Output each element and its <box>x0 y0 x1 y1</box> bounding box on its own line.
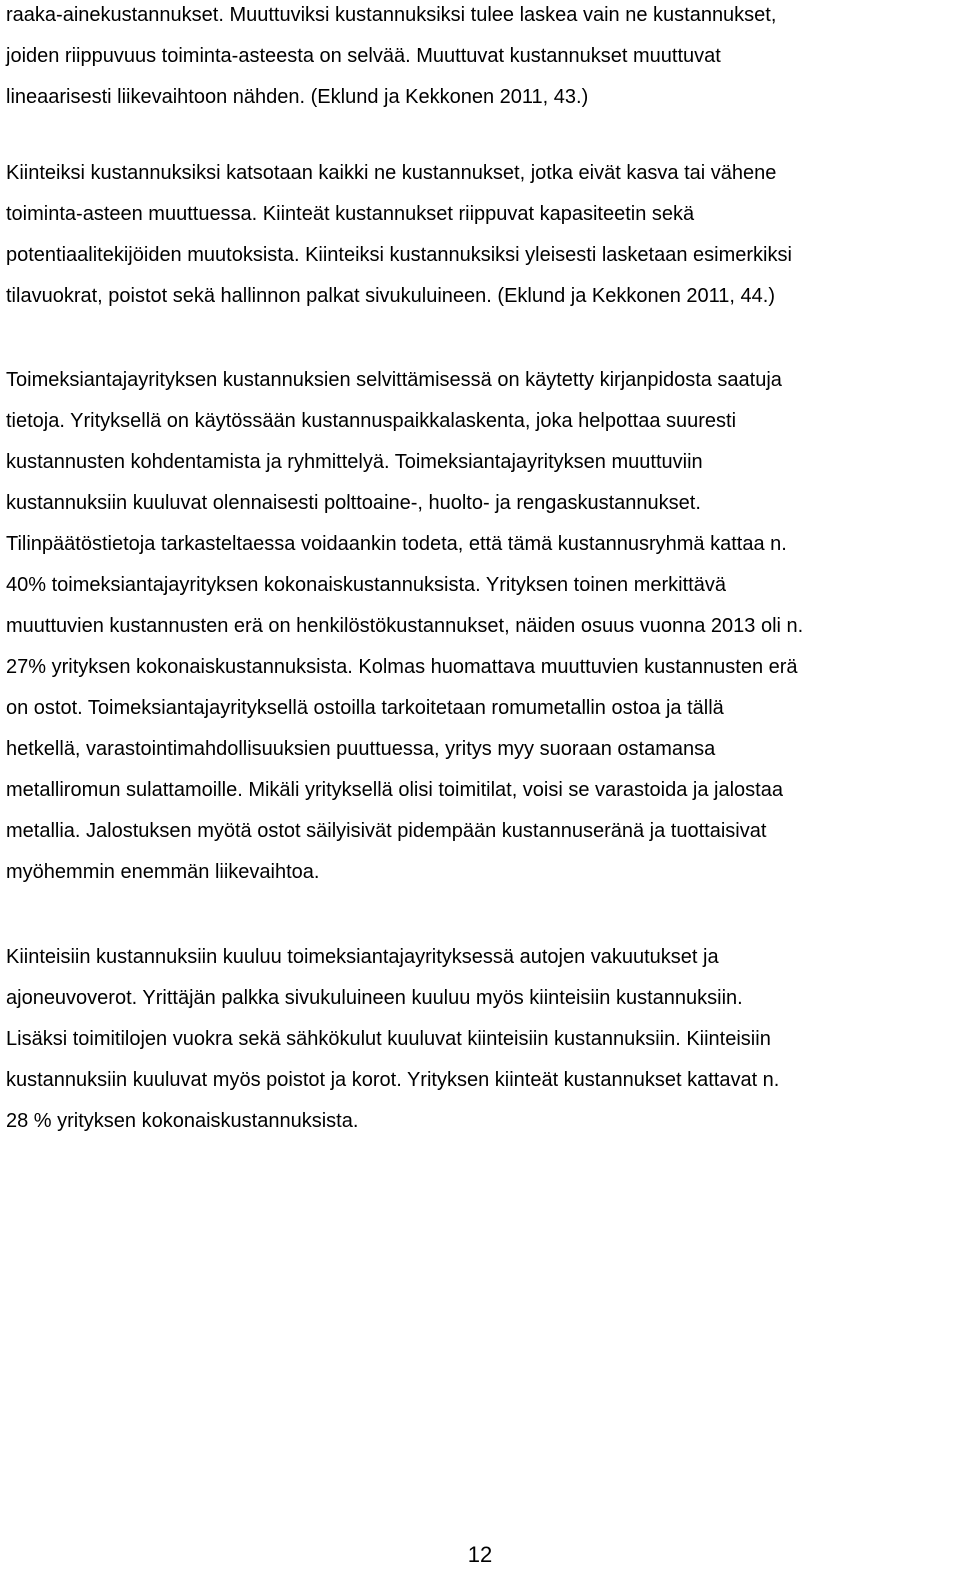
text-line: Toimeksiantajayrityksen kustannuksien selvittämisessä on käytetty kirjanpidosta saatuja <box>6 369 782 391</box>
text-line: metallia. Jalostuksen myötä ostot säilyisivät pidempään kustannuseränä ja tuottaisivat <box>6 820 767 842</box>
text-line: toiminta-asteen muuttuessa. Kiinteät kustannukset riippuvat kapasiteetin sekä <box>6 203 695 225</box>
paragraph-variable-costs-end <box>6 0 956 118</box>
text-line: tietoja. Yrityksellä on käytössään kustannuspaikkalaskenta, joka helpottaa suuresti <box>6 410 737 432</box>
text-line: ajoneuvoverot. Yrittäjän palkka sivukuluineen kuuluu myös kiinteisiin kustannuksiin. <box>6 987 743 1009</box>
text-line: Kiinteiksi kustannuksiksi katsotaan kaikki ne kustannukset, jotka eivät kasva tai vähene <box>6 162 777 184</box>
text-line: Tilinpäätöstietoja tarkasteltaessa voidaankin todeta, että tämä kustannusryhmä kattaa n. <box>6 533 787 555</box>
paragraph-client-fixed-costs <box>6 937 956 1142</box>
text-line: 28 % yrityksen kokonaiskustannuksista. <box>6 1110 359 1132</box>
text-line: Lisäksi toimitilojen vuokra sekä sähkökulut kuuluvat kiinteisiin kustannuksiin. Kiinteisiin <box>6 1028 771 1050</box>
text-line: kustannusten kohdentamista ja ryhmittelyä. Toimeksiantajayrityksen muuttuviin <box>6 451 703 473</box>
text-line: kustannuksiin kuuluvat myös poistot ja korot. Yrityksen kiinteät kustannukset kattavat n. <box>6 1069 780 1091</box>
paragraph-client-variable-costs <box>6 360 956 893</box>
text-line: potentiaalitekijöiden muutoksista. Kiinteiksi kustannuksiksi yleisesti lasketaan esimerkiksi <box>6 244 792 266</box>
text-line: raaka-ainekustannukset. Muuttuviksi kustannuksiksi tulee laskea vain ne kustannukset, <box>6 4 777 26</box>
text-line: tilavuokrat, poistot sekä hallinnon palkat sivukuluineen. (Eklund ja Kekkonen 2011, 44.) <box>6 285 775 307</box>
text-line: 27% yrityksen kokonaiskustannuksista. Kolmas huomattava muuttuvien kustannusten erä <box>6 656 798 678</box>
text-line: hetkellä, varastointimahdollisuuksien puuttuessa, yritys myy suoraan ostamansa <box>6 738 716 760</box>
page-number: 12 <box>467 1542 493 1567</box>
text-line: muuttuvien kustannusten erä on henkilöstökustannukset, näiden osuus vuonna 2013 oli n. <box>6 615 804 637</box>
paragraph-fixed-costs-definition <box>6 153 956 317</box>
text-line: 40% toimeksiantajayrityksen kokonaiskustannuksista. Yrityksen toinen merkittävä <box>6 574 726 596</box>
text-line: kustannuksiin kuuluvat olennaisesti polttoaine-, huolto- ja rengaskustannukset. <box>6 492 701 514</box>
text-line: joiden riippuvuus toiminta-asteesta on selvää. Muuttuvat kustannukset muuttuvat <box>6 45 721 67</box>
text-line: on ostot. Toimeksiantajayrityksellä ostoilla tarkoitetaan romumetallin ostoa ja tällä <box>6 697 724 719</box>
text-line: myöhemmin enemmän liikevaihtoa. <box>6 861 320 883</box>
text-line: lineaarisesti liikevaihtoon nähden. (Eklund ja Kekkonen 2011, 43.) <box>6 86 589 108</box>
text-line: metalliromun sulattamoille. Mikäli yrityksellä olisi toimitilat, voisi se varastoida ja jalostaa <box>6 779 783 801</box>
text-line: Kiinteisiin kustannuksiin kuuluu toimeksiantajayrityksessä autojen vakuutukset ja <box>6 946 719 968</box>
